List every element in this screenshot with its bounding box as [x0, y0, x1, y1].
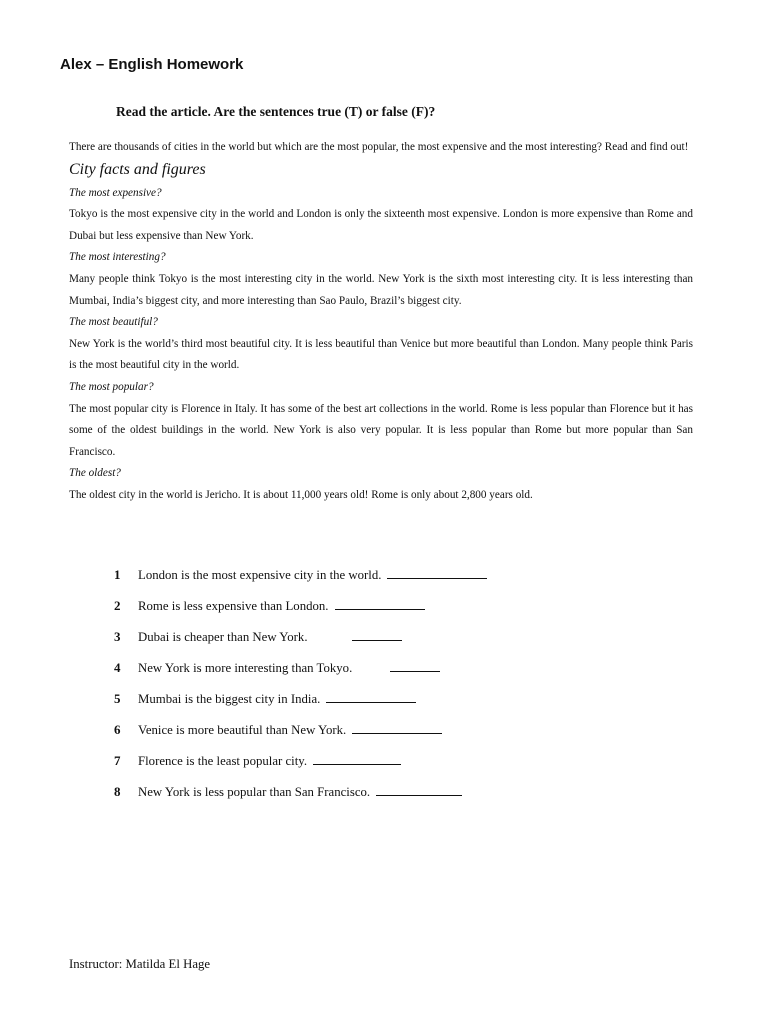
- section-subheading: The most expensive?: [69, 186, 162, 199]
- instructor-footer: Instructor: Matilda El Hage: [69, 957, 211, 971]
- question-item: [114, 597, 574, 628]
- answer-blank[interactable]: [313, 752, 401, 765]
- question-number: 3: [114, 629, 121, 644]
- question-number: 6: [114, 722, 121, 737]
- question-list: [114, 566, 574, 814]
- question-item: [114, 690, 574, 721]
- question-number: 1: [114, 567, 121, 582]
- document-title: Alex – English Homework: [60, 56, 244, 73]
- section-subheading: The oldest?: [69, 467, 121, 480]
- answer-blank[interactable]: [376, 783, 462, 796]
- article: [69, 137, 693, 507]
- question-text: London is the most expensive city in the world.: [138, 568, 382, 582]
- section-subheading: The most popular?: [69, 380, 154, 393]
- answer-blank[interactable]: [390, 659, 440, 672]
- section-text: New York is the world’s third most beautiful city. It is less beautiful than Venice but more beautiful than London. Many people think Paris is the most beautiful city in the world.: [69, 337, 693, 372]
- question-text: Florence is the least popular city.: [138, 754, 308, 768]
- question-item: [114, 783, 574, 814]
- section-text: The most popular city is Florence in Italy. It has some of the best art collections in the world. Rome is less popular than Florence but it has some of the oldest buildings in the world. New York is also very popular. It is less popular than Rome but more popular than San Francisco.: [69, 402, 693, 458]
- question-number: 2: [114, 598, 121, 613]
- instruction: Read the article. Are the sentences true (T) or false (F)?: [116, 104, 436, 119]
- question-item: [114, 752, 574, 783]
- answer-blank[interactable]: [387, 566, 487, 579]
- answer-blank[interactable]: [352, 628, 402, 641]
- answer-blank[interactable]: [352, 721, 442, 734]
- section-subheading: The most interesting?: [69, 251, 166, 264]
- question-number: 8: [114, 784, 121, 799]
- question-text: New York is more interesting than Tokyo.: [138, 661, 385, 675]
- section-text: Many people think Tokyo is the most interesting city in the world. New York is the sixth most interesting city. It is less interesting than Mumbai, India’s biggest city, and more interesting than Sao Paulo, Brazil’s biggest city.: [69, 272, 693, 307]
- question-item: [114, 659, 574, 690]
- question-text: New York is less popular than San Francisco.: [138, 785, 371, 799]
- answer-blank[interactable]: [326, 690, 416, 703]
- section-text: The oldest city in the world is Jericho. It is about 11,000 years old! Rome is only about 2,800 years old.: [69, 488, 533, 501]
- section-subheading: The most beautiful?: [69, 316, 158, 329]
- article-heading: City facts and figures: [69, 160, 206, 178]
- question-number: 7: [114, 753, 121, 768]
- question-text: Venice is more beautiful than New York.: [138, 723, 347, 737]
- question-number: 4: [114, 660, 121, 675]
- question-number: 5: [114, 691, 121, 706]
- answer-blank[interactable]: [335, 597, 425, 610]
- question-item: [114, 566, 574, 597]
- question-item: [114, 721, 574, 752]
- intro-paragraph: There are thousands of cities in the world but which are the most popular, the most expensive and the most interesting? Read and find out!: [69, 141, 689, 153]
- question-text: Rome is less expensive than London.: [138, 599, 329, 613]
- section-text: Tokyo is the most expensive city in the world and London is only the sixteenth most expensive. London is more expensive than Rome and Dubai but less expensive than New York.: [69, 208, 693, 242]
- question-text: Mumbai is the biggest city in India.: [138, 692, 321, 706]
- question-text: Dubai is cheaper than New York.: [138, 630, 346, 644]
- question-item: [114, 628, 574, 659]
